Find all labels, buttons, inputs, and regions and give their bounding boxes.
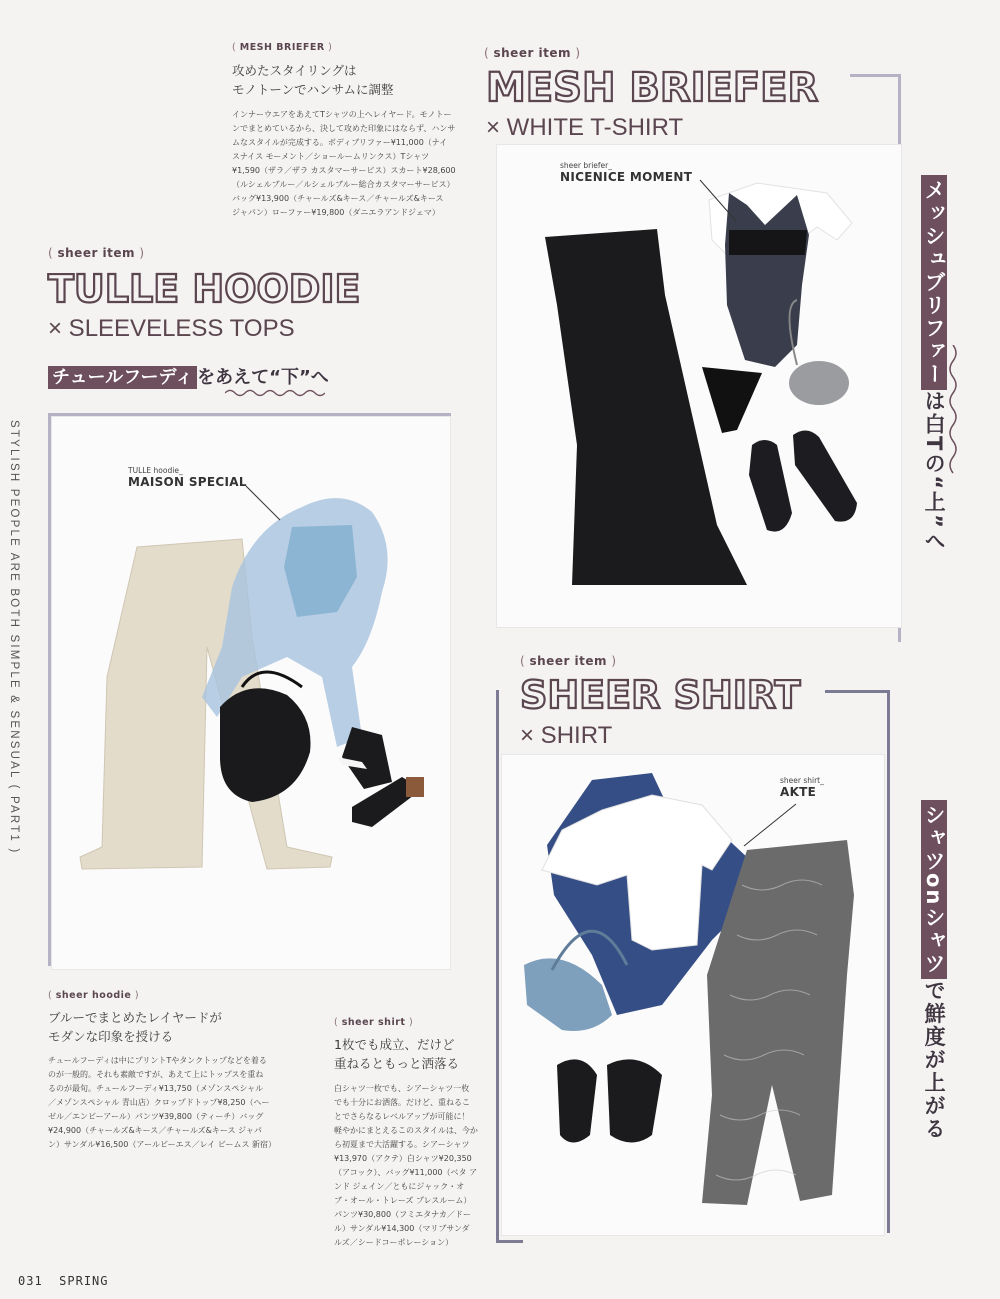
shirt-body-line: 白シャツ一枚でも、シアーシャツ一枚 [334, 1084, 470, 1093]
vertical-shirt-rest: で鮮度が上がる [922, 979, 947, 1141]
thong-icon [702, 367, 762, 433]
shirt-body-line: でも十分にお洒落。だけど、重ねるこ [334, 1098, 470, 1107]
mesh-body-line: ジャパン）ローファー¥19,800（ダニエラアンドジェマ） [232, 208, 440, 217]
sandal-right-icon [607, 1059, 662, 1142]
mesh-subtitle: × WHITE T-SHIRT [486, 114, 684, 141]
sheer-photo [502, 755, 884, 1235]
sandal-left-icon [557, 1059, 597, 1142]
vertical-shirt-mid: シャツ [922, 906, 947, 976]
loafer-left-icon [749, 440, 792, 532]
hoodie-body-line: ／メゾンスペシャル 青山店）クロップドトップ¥8,250（ヘー [48, 1098, 270, 1107]
hoodie-body [48, 1054, 293, 1152]
tulle-sheer-item-label: ( sheer item ) [48, 246, 145, 260]
hoodie-headline-line: モダンな印象を授ける [48, 1029, 174, 1044]
shirt-headline-line: 重ねるともっと洒落る [334, 1056, 460, 1071]
shirt-body-line: パンツ¥30,800（フミエタナカ／ドー [334, 1210, 471, 1219]
page-number: 031 [18, 1274, 43, 1288]
sheer-brand-name: AKTE [780, 785, 817, 799]
hoodie-body-line: ン）サンダル¥16,500（アールビーエス／レイ ビームス 新宿） [48, 1140, 277, 1149]
mesh-body-line: （ルシェルブルー／ルシェルブルー総合カスタマーサービス） [232, 180, 455, 189]
lace-bra-icon [729, 230, 807, 255]
mesh-body-line: バッグ¥13,900（チャールズ&キース／チャールズ&キース [232, 194, 444, 203]
shirt-body-line: ルズ／シードコーポレーション） [334, 1238, 454, 1247]
shirt-headline-line: 1枚でも成立、だけど [334, 1037, 455, 1052]
vertical-headline-rest: は白Tの“上”へ [922, 390, 947, 553]
shirt-body-line: とでさらなるレベルアップが可能に！ [334, 1112, 470, 1121]
side-running-text: STYLISH PEOPLE ARE BOTH SIMPLE & SENSUAL ( PART1 ) [8, 420, 20, 855]
sheer-brand-label [780, 776, 824, 799]
vertical-headline-shirt [922, 800, 945, 1140]
hoodie-body-line: ¥24,900（チャールズ&キース／チャールズ&キース ジャパ [48, 1126, 262, 1135]
tulle-subtitle: × SLEEVELESS TOPS [48, 315, 295, 342]
tulle-catch-copy [48, 363, 329, 389]
shirt-body-line: （アコック）、バッグ¥11,000（ベタ ア [334, 1168, 478, 1177]
sheer-subtitle: × SHIRT [520, 722, 613, 749]
hoodie-headline-line: ブルーでまとめたレイヤードが [48, 1010, 222, 1025]
vertical-headline-highlight: メッシュブリファー [921, 175, 947, 390]
shirt-body [334, 1082, 484, 1250]
mesh-brand-pointer [660, 175, 740, 225]
shirt-headline [334, 1035, 459, 1073]
mesh-body-line: ンでまとめているから、決して攻めた印象にはならず、ハンサ [232, 124, 456, 133]
tulle-wavy-underline [225, 388, 325, 398]
mesh-headline-line: 攻めたスタイリングは [232, 63, 357, 78]
mesh-brand-name: NICENICE MOMENT [560, 170, 693, 184]
shirt-body-line: ル）サンダル¥14,300（マリブサンダ [334, 1224, 470, 1233]
mesh-sheer-item-label: ( sheer item ) [484, 46, 581, 60]
knit-bag-icon [789, 361, 849, 405]
page-footer [18, 1274, 109, 1288]
mesh-body-line: ¥1,590（ザラ／ザラ カスタマーサービス）スカート¥28,600 [232, 166, 456, 175]
sheer-sheer-item-label: ( sheer item ) [520, 654, 617, 668]
tulle-brand-name: MAISON SPECIAL [128, 475, 247, 489]
hoodie-headline [48, 1008, 222, 1046]
mesh-title: MESH BRIEFER [486, 65, 819, 111]
hoodie-body-line: ゼル／エンビーアール）パンツ¥39,800（ティーチ）バッグ [48, 1112, 264, 1121]
mesh-body-line: スナイス モーメント／ショールームリンクス）Tシャツ [232, 152, 430, 161]
black-bag-icon [220, 688, 311, 802]
shirt-body-line: ンド ジェイン／ともにジャック・オ [334, 1182, 465, 1191]
mesh-body-line: インナーウエアをあえてTシャツの上へレイヤード。モノトー [232, 110, 452, 119]
tulle-brand-pointer [244, 484, 284, 524]
vertical-shirt-on: on [922, 873, 947, 907]
tulle-brand-label [128, 466, 247, 489]
sheer-brand-pointer [740, 800, 800, 850]
shirt-body-line: ら初夏まで大活躍する。シアーシャツ [334, 1140, 470, 1149]
hoodie-body-line: チュールフーディは中にプリントTやタンクトップなどを着る [48, 1056, 267, 1065]
mesh-text-tag: ( MESH BRIEFER ) [232, 42, 333, 53]
wavy-line-decoration [946, 345, 960, 475]
vertical-headline-mesh [922, 175, 945, 553]
mesh-body [232, 108, 472, 220]
shirt-body-line: ¥13,970（アクテ）白シャツ¥20,350 [334, 1154, 472, 1163]
tulle-catch-rest: をあえて“下”へ [197, 367, 329, 388]
tulle-brand-small: TULLE hoodie_ [128, 466, 183, 475]
mesh-body-line: ムなスタイルが完成する。ボディブリファー¥11,000（ナイ [232, 138, 448, 147]
hoodie-body-line: のが一般的。それも素敵ですが、あえて上にトップスを重ね [48, 1070, 264, 1079]
tulle-title: TULLE HOODIE [48, 267, 361, 311]
shirt-body-line: ブ・オール・トレーズ プレスルーム） [334, 1196, 472, 1205]
tulle-catch-highlight: チュールフーディ [48, 366, 197, 389]
section-name: SPRING [59, 1274, 109, 1288]
hoodie-text-tag: ( sheer hoodie ) [48, 990, 140, 1001]
sheer-outfit-illustration [502, 755, 884, 1235]
mesh-headline-line: モノトーンでハンサムに調整 [232, 82, 394, 97]
sheer-brand-small: sheer shirt_ [780, 776, 824, 785]
sheer-title: SHEER SHIRT [520, 673, 801, 717]
shirt-text-tag: ( sheer shirt ) [334, 1017, 414, 1028]
mesh-brand-small: sheer briefer_ [560, 161, 612, 170]
vertical-shirt-pre: シャツ [922, 804, 947, 873]
shirt-body-line: 軽やかにまとえるこのスタイルは、今か [334, 1126, 478, 1135]
hoodie-body-line: るのが最旬。チュールフーディ¥13,750（メゾンスペシャル [48, 1084, 264, 1093]
mesh-headline [232, 61, 394, 99]
sandal-left-icon [342, 727, 392, 789]
loafer-right-icon [793, 430, 857, 521]
